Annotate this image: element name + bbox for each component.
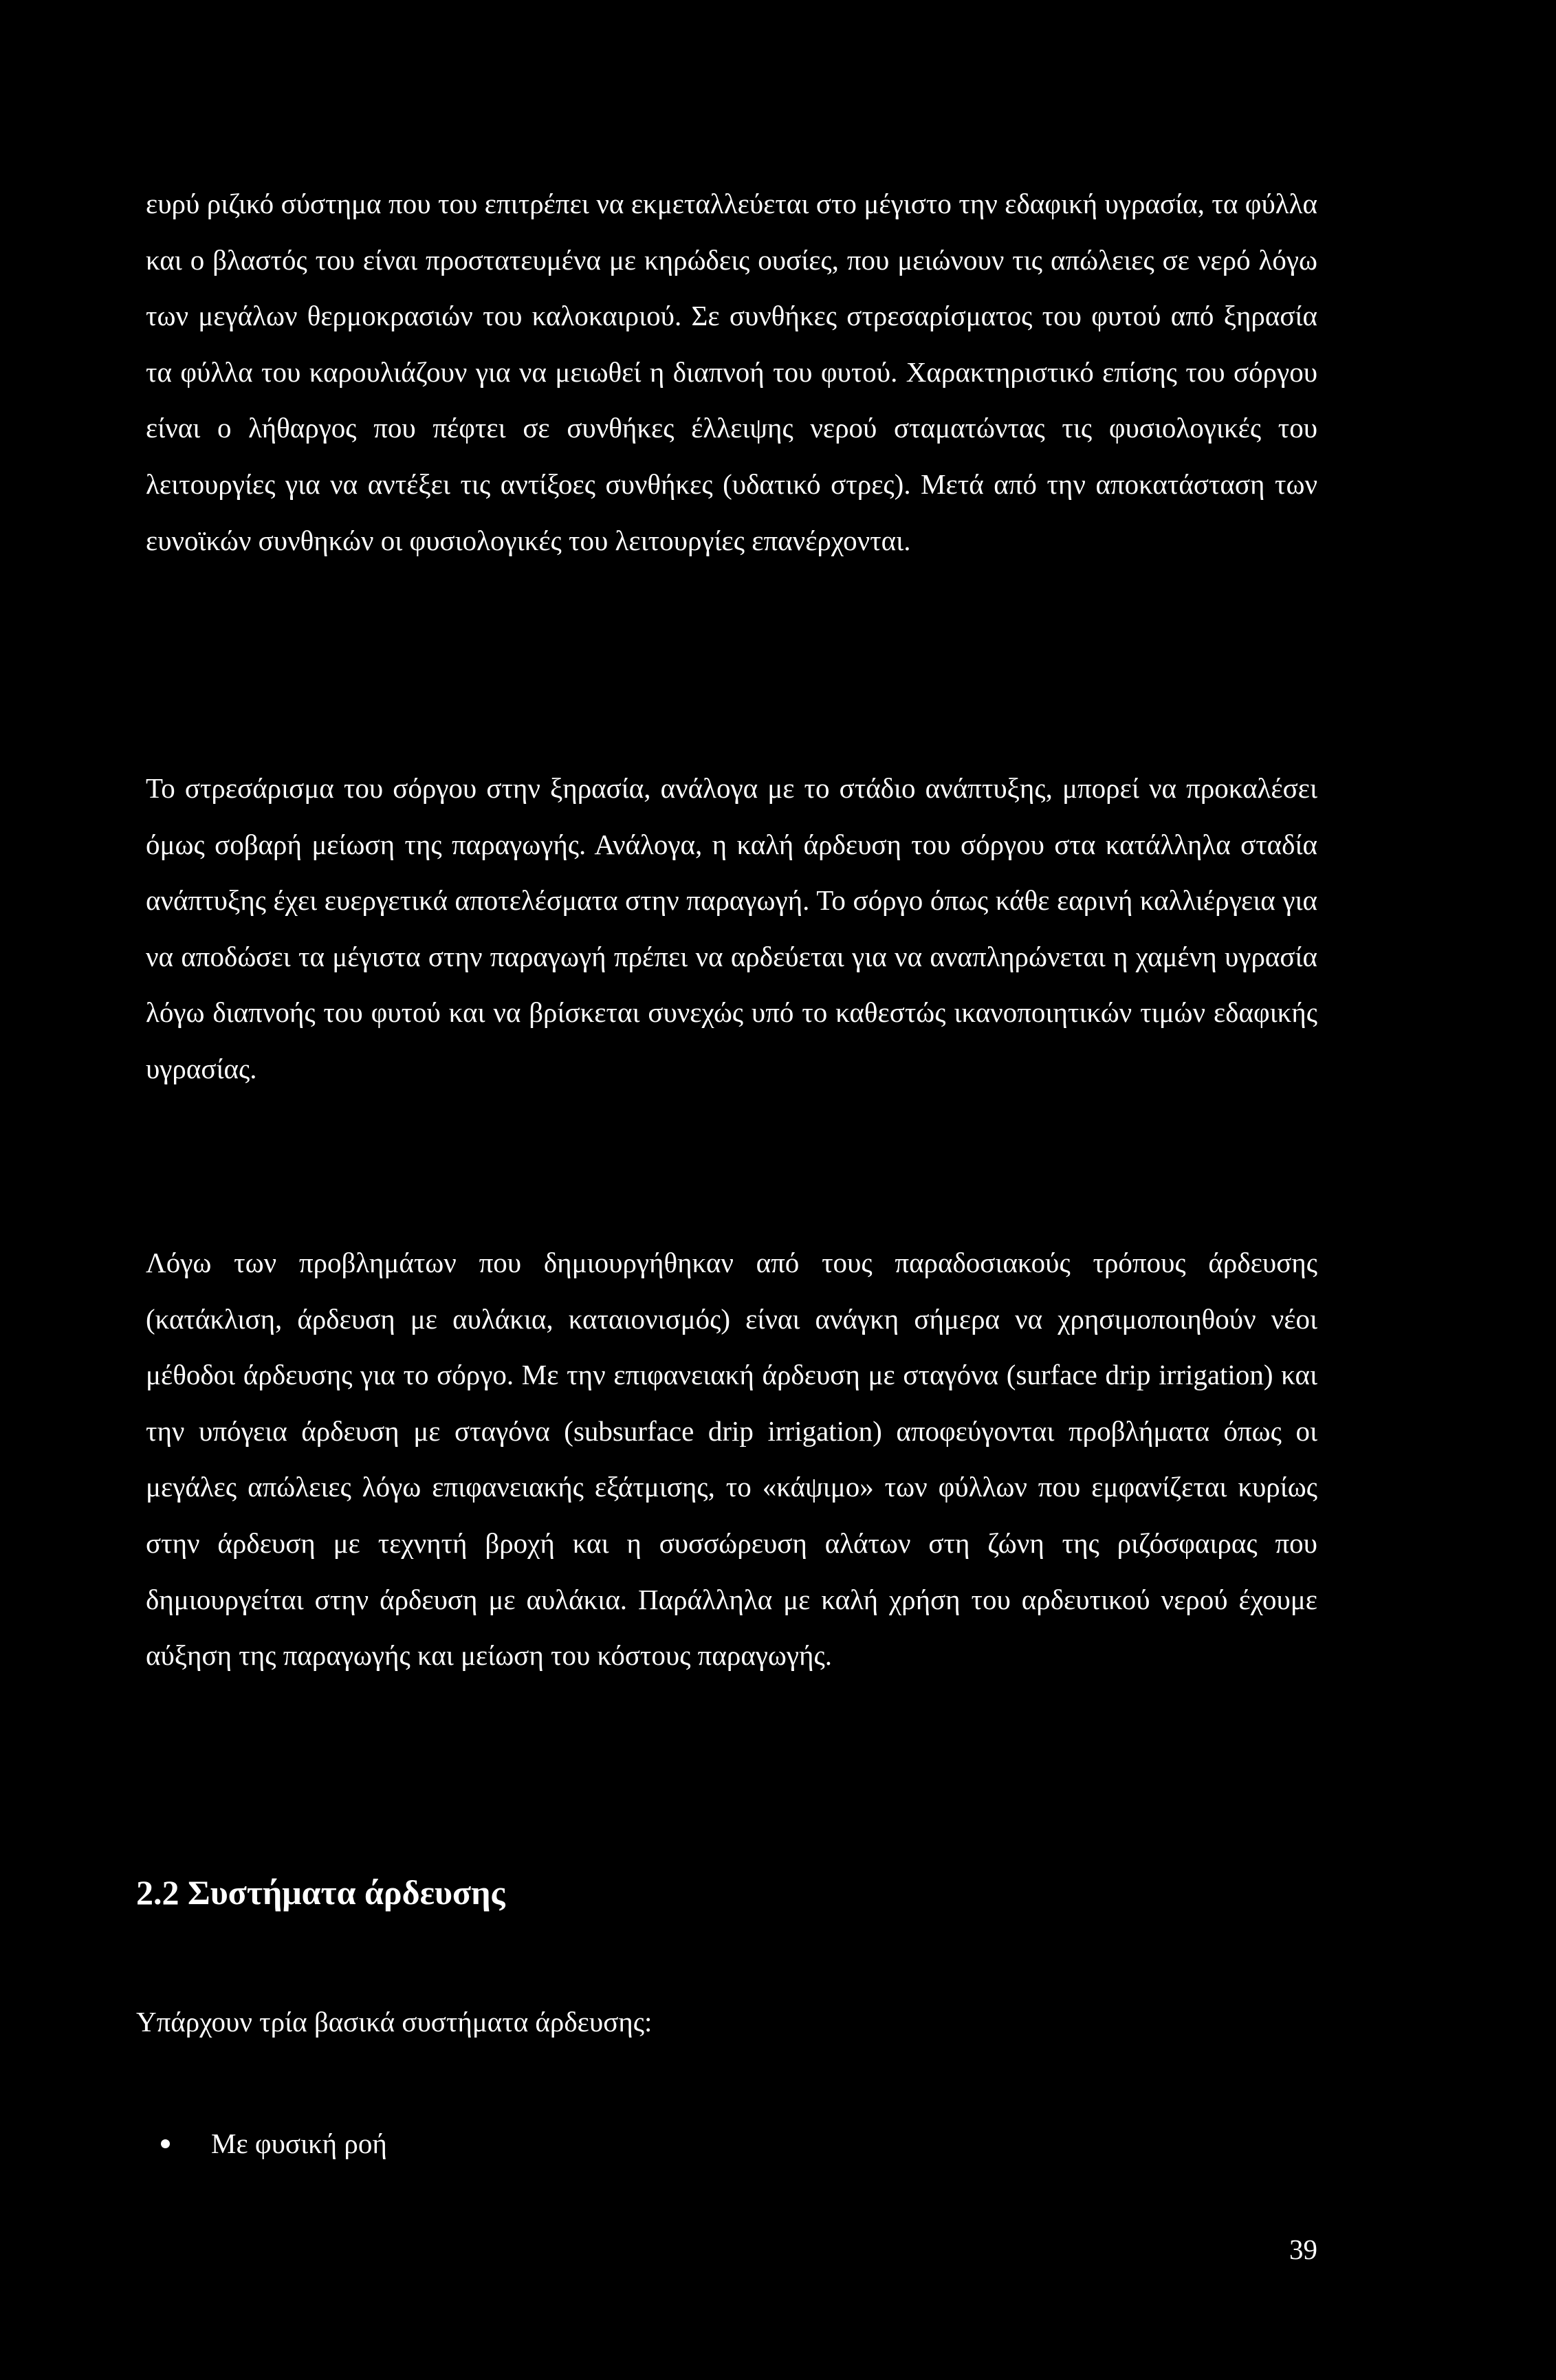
body-paragraph: Το στρεσάρισμα του σόργου στην ξηρασία, ανάλογα με το στάδιο ανάπτυξης, μπορεί να προκαλέσει όμως σοβαρή μείωση της παραγωγής. Ανάλογα, η καλή άρδευση του σόργου στα κατάλληλα σταδία ανάπτυξης έχει ευεργετικά αποτελέσματα στην παραγωγή. Το σόργο όπως κάθε εαρινή καλλιέργεια για να αποδώσει τα μέγιστα στην παραγωγή πρέπει να αρδεύεται για να αναπληρώνεται η χαμένη υγρασία λόγω διαπνοής του φυτού και να βρίσκεται συνεχώς υπό το καθεστώς ικανοποιητικών τιμών εδαφικής υγρασίας. bbox=[146, 772, 1317, 1084]
bullet-icon bbox=[161, 2139, 170, 2148]
section-heading: 2.2 Συστήματα άρδευσης bbox=[136, 1873, 505, 1912]
body-paragraph: Λόγω των προβλημάτων που δημιουργήθηκαν από τους παραδοσιακούς τρόπους άρδευσης (κατάκλιση, άρδευση με αυλάκια, καταιονισμός) είναι ανάγκη σήμερα να χρησιμοποιηθούν νέοι μέθοδοι άρδευσης για το σόργο. Με την επιφανειακή άρδευση με σταγόνα (surface drip irrigation) και την υπόγεια άρδευση με σταγόνα (subsurface drip irrigation) αποφεύγονται προβλήματα όπως οι μεγάλες απώλειες λόγω επιφανειακής εξάτμισης, το «κάψιμο» των φύλλων που εμφανίζεται κυρίως στην άρδευση με τεχνητή βροχή και η συσσώρευση αλάτων στη ζώνη της ριζόσφαιρας που δημιουργείται στην άρδευση με αυλάκια. Παράλληλα με καλή χρήση του αρδευτικού νερού έχουμε αύξηση της παραγωγής και μείωση του κόστους παραγωγής. bbox=[146, 1247, 1317, 1672]
page-number: 39 bbox=[1289, 2234, 1317, 2265]
list-item bbox=[136, 2123, 387, 2164]
bullet-list bbox=[136, 2123, 387, 2164]
body-paragraph: ευρύ ριζικό σύστημα που του επιτρέπει να εκμεταλλεύεται στο μέγιστο την εδαφική υγρασία, τα φύλλα και ο βλαστός του είναι προστατευμένα με κηρώδεις ουσίες, που μειώνουν τις απώλειες σε νερό λόγω των μεγάλων θερμοκρασιών του καλοκαιριού. Σε συνθήκες στρεσαρίσματος του φυτού από ξηρασία τα φύλλα του καρουλιάζουν για να μειωθεί η διαπνοή του φυτού. Χαρακτηριστικό επίσης του σόργου είναι ο λήθαργος που πέφτει σε συνθήκες έλλειψης νερού σταματώντας τις φυσιολογικές του λειτουργίες για να αντέξει τις αντίξοες συνθήκες (υδατικό στρες). Μετά από την αποκατάσταση των ευνοϊκών συνθηκών οι φυσιολογικές του λειτουργίες επανέρχονται. bbox=[146, 188, 1317, 556]
list-item-text: Με φυσική ροή bbox=[211, 2128, 387, 2159]
section-intro: Υπάρχουν τρία βασικά συστήματα άρδευσης: bbox=[136, 2006, 653, 2038]
